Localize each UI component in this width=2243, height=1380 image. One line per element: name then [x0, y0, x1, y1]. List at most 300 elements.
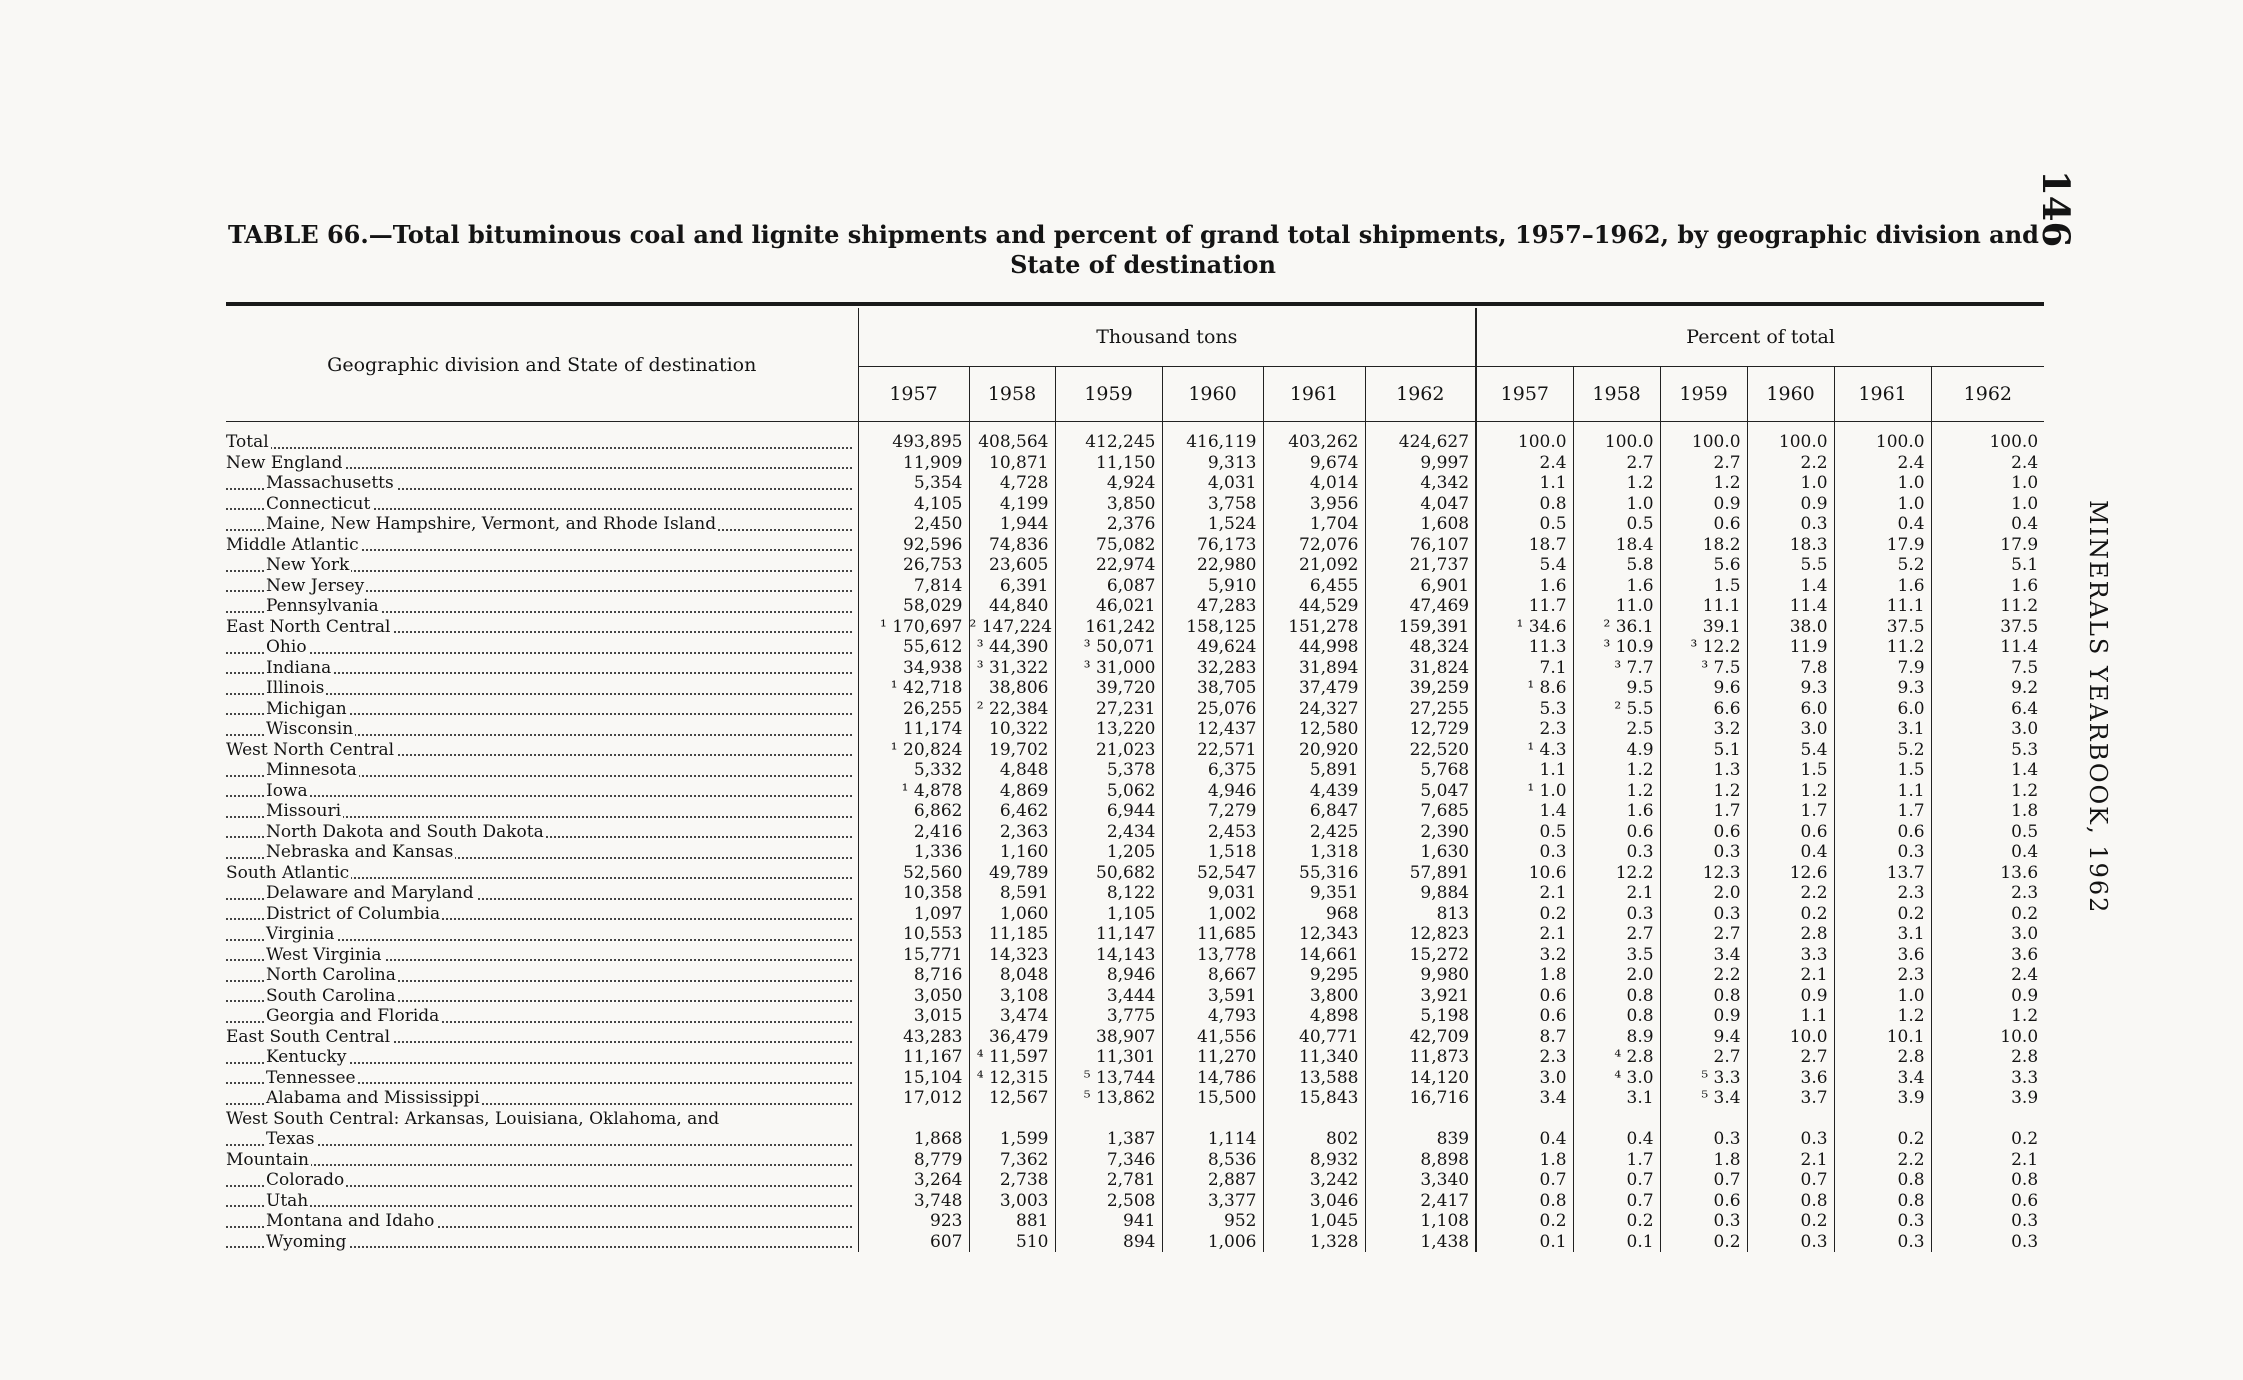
tons-cell-1962: 21,737 — [1365, 555, 1476, 576]
tons-cell-1960: 14,786 — [1162, 1068, 1263, 1089]
table-row — [226, 719, 2044, 740]
tons-cell-1960: 4,031 — [1162, 473, 1263, 494]
percent-cell-1958: 0.3 — [1573, 904, 1660, 925]
tons-cell-1957: 607 — [858, 1232, 969, 1253]
tons-cell-1957: 8,779 — [858, 1150, 969, 1171]
tons-cell-1961: 1,328 — [1263, 1232, 1365, 1253]
percent-cell-1958: 0.2 — [1573, 1211, 1660, 1232]
table-row — [226, 555, 2044, 576]
percent-cell-1962: 5.1 — [1931, 555, 2044, 576]
percent-cell-1961: 11.2 — [1834, 637, 1931, 658]
percent-cell-1960: 0.3 — [1747, 514, 1834, 535]
tons-cell-1958: 1,599 — [969, 1129, 1055, 1150]
table-row — [226, 699, 2044, 720]
tons-cell-1962: 2,417 — [1365, 1191, 1476, 1212]
year-header-pct-1957: 1957 — [1476, 367, 1573, 422]
percent-cell-1961: 0.4 — [1834, 514, 1931, 535]
percent-cell-1958: 0.7 — [1573, 1170, 1660, 1191]
row-label — [226, 514, 858, 535]
tons-cell-1958: 2,738 — [969, 1170, 1055, 1191]
percent-cell-1957: 1.8 — [1476, 965, 1573, 986]
year-header-pct-1959: 1959 — [1660, 367, 1747, 422]
percent-cell-1962: 0.8 — [1931, 1170, 2044, 1191]
percent-cell-1959: 9.6 — [1660, 678, 1747, 699]
year-header-tons-1958: 1958 — [969, 367, 1055, 422]
table-row — [226, 904, 2044, 925]
row-label-text: East South Central — [226, 1026, 391, 1047]
percent-cell-1958: 3.1 — [1573, 1088, 1660, 1109]
table-row — [226, 637, 2044, 658]
percent-cell-1958: ³ 7.7 — [1573, 658, 1660, 679]
row-label — [226, 1150, 858, 1171]
row-label — [226, 1047, 858, 1068]
tons-cell-1962: 2,390 — [1365, 822, 1476, 843]
percent-cell-1962: 2.4 — [1931, 453, 2044, 474]
row-label — [226, 658, 858, 679]
tons-cell-1957: 52,560 — [858, 863, 969, 884]
percent-cell-1961: 3.4 — [1834, 1068, 1931, 1089]
percent-cell-1961: 2.8 — [1834, 1047, 1931, 1068]
percent-cell-1957: 0.5 — [1476, 514, 1573, 535]
tons-cell-1957: 6,862 — [858, 801, 969, 822]
percent-cell-1959: 0.6 — [1660, 514, 1747, 535]
row-label-text: Montana and Idaho — [266, 1211, 435, 1231]
tons-cell-1957 — [858, 1109, 969, 1130]
tons-cell-1959: 941 — [1055, 1211, 1162, 1232]
percent-cell-1959: 5.6 — [1660, 555, 1747, 576]
tons-cell-1961: 8,932 — [1263, 1150, 1365, 1171]
percent-cell-1960: 1.0 — [1747, 473, 1834, 494]
tons-cell-1961: 3,800 — [1263, 986, 1365, 1007]
tons-cell-1961: 9,351 — [1263, 883, 1365, 904]
tons-cell-1959: 2,376 — [1055, 514, 1162, 535]
tons-cell-1959: 38,907 — [1055, 1027, 1162, 1048]
tons-cell-1958: 1,160 — [969, 842, 1055, 863]
tons-cell-1958: 19,702 — [969, 740, 1055, 761]
tons-cell-1962: 9,997 — [1365, 453, 1476, 474]
tons-cell-1961: 12,580 — [1263, 719, 1365, 740]
tons-cell-1960: 2,453 — [1162, 822, 1263, 843]
percent-cell-1957: 3.0 — [1476, 1068, 1573, 1089]
tons-cell-1959: ⁵ 13,862 — [1055, 1088, 1162, 1109]
tons-cell-1960: 4,946 — [1162, 781, 1263, 802]
tons-cell-1960: 9,031 — [1162, 883, 1263, 904]
tons-cell-1962: 1,608 — [1365, 514, 1476, 535]
row-label-text: Ohio — [266, 637, 307, 657]
percent-cell-1957: 0.1 — [1476, 1232, 1573, 1253]
row-label — [226, 1109, 858, 1130]
tons-cell-1961: 6,455 — [1263, 576, 1365, 597]
percent-cell-1962: 0.4 — [1931, 514, 2044, 535]
tons-cell-1958: 510 — [969, 1232, 1055, 1253]
tons-cell-1958: 12,567 — [969, 1088, 1055, 1109]
tons-cell-1959: 3,850 — [1055, 494, 1162, 515]
percent-cell-1962: 37.5 — [1931, 617, 2044, 638]
tons-cell-1960: 7,279 — [1162, 801, 1263, 822]
tons-cell-1958: ³ 31,322 — [969, 658, 1055, 679]
tons-cell-1960: 5,910 — [1162, 576, 1263, 597]
tons-cell-1962: 5,768 — [1365, 760, 1476, 781]
tons-cell-1961: 4,439 — [1263, 781, 1365, 802]
percent-cell-1960: 100.0 — [1747, 422, 1834, 453]
percent-cell-1961: 1.5 — [1834, 760, 1931, 781]
percent-cell-1959: 1.3 — [1660, 760, 1747, 781]
tons-cell-1959: 1,105 — [1055, 904, 1162, 925]
tons-cell-1958: 408,564 — [969, 422, 1055, 453]
tons-cell-1960: 22,571 — [1162, 740, 1263, 761]
tons-cell-1959: 6,087 — [1055, 576, 1162, 597]
percent-cell-1959: 1.2 — [1660, 473, 1747, 494]
tons-cell-1962: 11,873 — [1365, 1047, 1476, 1068]
tons-cell-1960: 11,270 — [1162, 1047, 1263, 1068]
percent-cell-1959: 0.2 — [1660, 1232, 1747, 1253]
table-body — [226, 422, 2044, 1253]
tons-cell-1958: 14,323 — [969, 945, 1055, 966]
percent-cell-1962 — [1931, 1109, 2044, 1130]
percent-cell-1957: 2.3 — [1476, 1047, 1573, 1068]
percent-cell-1958: 2.7 — [1573, 924, 1660, 945]
row-label — [226, 1170, 858, 1191]
tons-cell-1959: 8,122 — [1055, 883, 1162, 904]
percent-cell-1957: 3.2 — [1476, 945, 1573, 966]
percent-cell-1959: 5.1 — [1660, 740, 1747, 761]
tons-cell-1960: 15,500 — [1162, 1088, 1263, 1109]
row-label-text: Wyoming — [266, 1231, 347, 1252]
tons-cell-1961: 24,327 — [1263, 699, 1365, 720]
percent-cell-1958: 0.8 — [1573, 986, 1660, 1007]
row-label — [226, 842, 858, 863]
percent-cell-1959: 0.3 — [1660, 904, 1747, 925]
row-label-text: Illinois — [266, 678, 325, 698]
percent-cell-1960: 2.1 — [1747, 1150, 1834, 1171]
year-header-tons-1961: 1961 — [1263, 367, 1365, 422]
percent-cell-1960: 1.4 — [1747, 576, 1834, 597]
percent-cell-1957: 10.6 — [1476, 863, 1573, 884]
percent-cell-1962: 3.0 — [1931, 924, 2044, 945]
percent-cell-1959: 3.4 — [1660, 945, 1747, 966]
percent-cell-1958: 8.9 — [1573, 1027, 1660, 1048]
table-row — [226, 883, 2044, 904]
caption-line-2: State of destination — [1010, 250, 1276, 279]
table-row — [226, 1027, 2044, 1048]
row-label — [226, 801, 858, 822]
row-label — [226, 617, 858, 638]
row-label-text: Nebraska and Kansas — [266, 842, 454, 862]
tons-cell-1957: 26,753 — [858, 555, 969, 576]
tons-cell-1961: 37,479 — [1263, 678, 1365, 699]
percent-cell-1958 — [1573, 1109, 1660, 1130]
percent-cell-1959: 0.8 — [1660, 986, 1747, 1007]
percent-cell-1961: 0.8 — [1834, 1170, 1931, 1191]
percent-cell-1957: 2.3 — [1476, 719, 1573, 740]
tons-cell-1961: 31,894 — [1263, 658, 1365, 679]
tons-cell-1962: 14,120 — [1365, 1068, 1476, 1089]
percent-cell-1962: 2.1 — [1931, 1150, 2044, 1171]
percent-cell-1958: 2.5 — [1573, 719, 1660, 740]
percent-cell-1961: 11.1 — [1834, 596, 1931, 617]
percent-cell-1960: 2.8 — [1747, 924, 1834, 945]
table-row — [226, 422, 2044, 453]
percent-cell-1962: 13.6 — [1931, 863, 2044, 884]
tons-cell-1959: 11,147 — [1055, 924, 1162, 945]
percent-cell-1959: 0.7 — [1660, 1170, 1747, 1191]
tons-cell-1961: 15,843 — [1263, 1088, 1365, 1109]
percent-cell-1959: 2.0 — [1660, 883, 1747, 904]
tons-cell-1957: 11,909 — [858, 453, 969, 474]
percent-cell-1960: 0.4 — [1747, 842, 1834, 863]
percent-cell-1959: 0.3 — [1660, 1211, 1747, 1232]
row-label — [226, 740, 858, 761]
tons-cell-1957: 1,097 — [858, 904, 969, 925]
tons-cell-1961: 4,014 — [1263, 473, 1365, 494]
row-label-text: Texas — [266, 1129, 315, 1149]
percent-cell-1962: 0.4 — [1931, 842, 2044, 863]
tons-cell-1961: 13,588 — [1263, 1068, 1365, 1089]
tons-cell-1962: 4,342 — [1365, 473, 1476, 494]
percent-cell-1960: 1.5 — [1747, 760, 1834, 781]
percent-cell-1958: 1.6 — [1573, 576, 1660, 597]
percent-cell-1961: 0.3 — [1834, 1211, 1931, 1232]
percent-cell-1960: 11.9 — [1747, 637, 1834, 658]
tons-cell-1958: 44,840 — [969, 596, 1055, 617]
tons-cell-1962: 9,884 — [1365, 883, 1476, 904]
percent-cell-1962: 11.4 — [1931, 637, 2044, 658]
tons-cell-1958: ² 22,384 — [969, 699, 1055, 720]
tons-cell-1958 — [969, 1109, 1055, 1130]
percent-cell-1958: 11.0 — [1573, 596, 1660, 617]
percent-cell-1957: 0.2 — [1476, 1211, 1573, 1232]
percent-cell-1962: 1.6 — [1931, 576, 2044, 597]
tons-cell-1958: 3,003 — [969, 1191, 1055, 1212]
percent-cell-1962: 17.9 — [1931, 535, 2044, 556]
percent-cell-1957: 0.6 — [1476, 986, 1573, 1007]
percent-cell-1960: 5.4 — [1747, 740, 1834, 761]
tons-cell-1957: 55,612 — [858, 637, 969, 658]
percent-cell-1962: 5.3 — [1931, 740, 2044, 761]
percent-cell-1958: 1.7 — [1573, 1150, 1660, 1171]
percent-cell-1960: 9.3 — [1747, 678, 1834, 699]
tons-cell-1957: ¹ 20,824 — [858, 740, 969, 761]
tons-cell-1960: 3,758 — [1162, 494, 1263, 515]
row-label — [226, 986, 858, 1007]
tons-cell-1958: 2,363 — [969, 822, 1055, 843]
tons-cell-1959: 5,062 — [1055, 781, 1162, 802]
percent-cell-1961: 3.6 — [1834, 945, 1931, 966]
tons-cell-1959: ³ 31,000 — [1055, 658, 1162, 679]
tons-cell-1959: 1,205 — [1055, 842, 1162, 863]
tons-cell-1958: 10,322 — [969, 719, 1055, 740]
tons-cell-1959: 21,023 — [1055, 740, 1162, 761]
percent-cell-1962: 2.8 — [1931, 1047, 2044, 1068]
percent-cell-1957: 1.4 — [1476, 801, 1573, 822]
tons-cell-1961: 4,898 — [1263, 1006, 1365, 1027]
tons-cell-1962: 47,469 — [1365, 596, 1476, 617]
percent-cell-1957: 8.7 — [1476, 1027, 1573, 1048]
row-label — [226, 863, 858, 884]
percent-cell-1957: 1.1 — [1476, 760, 1573, 781]
percent-cell-1961: 100.0 — [1834, 422, 1931, 453]
row-label-text: Minnesota — [266, 760, 357, 780]
tons-cell-1962: 12,823 — [1365, 924, 1476, 945]
percent-cell-1960: 3.0 — [1747, 719, 1834, 740]
percent-cell-1961: 13.7 — [1834, 863, 1931, 884]
percent-cell-1960: 18.3 — [1747, 535, 1834, 556]
percent-cell-1958: 1.6 — [1573, 801, 1660, 822]
tons-cell-1957: 11,174 — [858, 719, 969, 740]
row-label-text: North Dakota and South Dakota — [266, 821, 544, 842]
percent-cell-1959: 2.7 — [1660, 1047, 1747, 1068]
row-label — [226, 1006, 858, 1027]
table-row — [226, 801, 2044, 822]
percent-cell-1961: 1.7 — [1834, 801, 1931, 822]
table-row — [226, 514, 2044, 535]
tons-cell-1960 — [1162, 1109, 1263, 1130]
percent-cell-1960: 0.3 — [1747, 1232, 1834, 1253]
tons-cell-1958: 49,789 — [969, 863, 1055, 884]
tons-cell-1958: 10,871 — [969, 453, 1055, 474]
tons-cell-1961: 3,956 — [1263, 494, 1365, 515]
percent-cell-1957: 3.4 — [1476, 1088, 1573, 1109]
percent-cell-1958: 1.2 — [1573, 760, 1660, 781]
percent-cell-1962: 0.2 — [1931, 1129, 2044, 1150]
tons-cell-1961: 21,092 — [1263, 555, 1365, 576]
table-row — [226, 1129, 2044, 1150]
tons-cell-1957: 1,336 — [858, 842, 969, 863]
percent-cell-1962: 0.9 — [1931, 986, 2044, 1007]
tons-cell-1959: 2,781 — [1055, 1170, 1162, 1191]
tons-cell-1959: 50,682 — [1055, 863, 1162, 884]
percent-cell-1958: 12.2 — [1573, 863, 1660, 884]
percent-cell-1957: 0.6 — [1476, 1006, 1573, 1027]
tons-cell-1962: 5,198 — [1365, 1006, 1476, 1027]
percent-cell-1962: 2.4 — [1931, 965, 2044, 986]
percent-cell-1962: 1.8 — [1931, 801, 2044, 822]
tons-cell-1962: 424,627 — [1365, 422, 1476, 453]
percent-cell-1960: 0.8 — [1747, 1191, 1834, 1212]
tons-cell-1961: 9,674 — [1263, 453, 1365, 474]
tons-cell-1961: 3,046 — [1263, 1191, 1365, 1212]
percent-cell-1961: 3.1 — [1834, 719, 1931, 740]
tons-cell-1962: 1,438 — [1365, 1232, 1476, 1253]
percent-cell-1961: 5.2 — [1834, 740, 1931, 761]
tons-cell-1957: 11,167 — [858, 1047, 969, 1068]
percent-cell-1957: 11.3 — [1476, 637, 1573, 658]
table-row — [226, 842, 2044, 863]
tons-cell-1959: 5,378 — [1055, 760, 1162, 781]
percent-cell-1961: 17.9 — [1834, 535, 1931, 556]
row-label-text: South Carolina — [266, 985, 396, 1006]
tons-cell-1962: 42,709 — [1365, 1027, 1476, 1048]
row-label — [226, 822, 858, 843]
percent-cell-1957: 0.8 — [1476, 494, 1573, 515]
row-label — [226, 760, 858, 781]
table-row — [226, 1191, 2044, 1212]
tons-cell-1957: 2,416 — [858, 822, 969, 843]
percent-cell-1960: 2.7 — [1747, 1047, 1834, 1068]
percent-cell-1960: 0.3 — [1747, 1129, 1834, 1150]
tons-cell-1957: ¹ 4,878 — [858, 781, 969, 802]
tons-cell-1962: 48,324 — [1365, 637, 1476, 658]
percent-cell-1959: 0.6 — [1660, 1191, 1747, 1212]
row-label — [226, 1068, 858, 1089]
tons-cell-1959: 3,444 — [1055, 986, 1162, 1007]
percent-cell-1961: 1.0 — [1834, 473, 1931, 494]
tons-cell-1958: 36,479 — [969, 1027, 1055, 1048]
tons-cell-1960: 52,547 — [1162, 863, 1263, 884]
tons-cell-1958: 11,185 — [969, 924, 1055, 945]
row-label — [226, 494, 858, 515]
percent-cell-1962: 3.6 — [1931, 945, 2044, 966]
percent-cell-1958: 5.8 — [1573, 555, 1660, 576]
tons-cell-1959: 46,021 — [1055, 596, 1162, 617]
percent-cell-1957: ¹ 8.6 — [1476, 678, 1573, 699]
percent-cell-1961: 6.0 — [1834, 699, 1931, 720]
row-label-text: Indiana — [266, 657, 332, 678]
table-row — [226, 658, 2044, 679]
year-header-pct-1961: 1961 — [1834, 367, 1931, 422]
percent-cell-1958: ² 36.1 — [1573, 617, 1660, 638]
table-row — [226, 781, 2044, 802]
tons-cell-1960: 32,283 — [1162, 658, 1263, 679]
percent-cell-1962: 3.3 — [1931, 1068, 2044, 1089]
tons-cell-1958: 1,060 — [969, 904, 1055, 925]
tons-cell-1958: 881 — [969, 1211, 1055, 1232]
percent-cell-1962: 9.2 — [1931, 678, 2044, 699]
tons-cell-1957: ¹ 170,697 — [858, 617, 969, 638]
table-row — [226, 617, 2044, 638]
tons-cell-1960: 1,114 — [1162, 1129, 1263, 1150]
percent-cell-1959: ³ 7.5 — [1660, 658, 1747, 679]
row-label — [226, 904, 858, 925]
row-label — [226, 699, 858, 720]
percent-cell-1960: 0.2 — [1747, 904, 1834, 925]
percent-cell-1960: 38.0 — [1747, 617, 1834, 638]
percent-cell-1958: 0.7 — [1573, 1191, 1660, 1212]
year-header-tons-1960: 1960 — [1162, 367, 1263, 422]
tons-cell-1958: 3,474 — [969, 1006, 1055, 1027]
tons-cell-1962: 16,716 — [1365, 1088, 1476, 1109]
tons-cell-1958: 38,806 — [969, 678, 1055, 699]
percent-cell-1960: 6.0 — [1747, 699, 1834, 720]
table-row — [226, 1170, 2044, 1191]
row-label-text: New Jersey — [266, 575, 365, 596]
percent-cell-1959: 6.6 — [1660, 699, 1747, 720]
tons-cell-1961: 1,704 — [1263, 514, 1365, 535]
tons-cell-1962: 76,107 — [1365, 535, 1476, 556]
group-header-thousand-tons: Thousand tons — [858, 308, 1476, 367]
percent-cell-1958: ⁴ 3.0 — [1573, 1068, 1660, 1089]
percent-cell-1958: 18.4 — [1573, 535, 1660, 556]
percent-cell-1960: 5.5 — [1747, 555, 1834, 576]
running-head: MINERALS YEARBOOK, 1962 — [2084, 500, 2112, 915]
percent-cell-1961: 1.0 — [1834, 494, 1931, 515]
tons-cell-1960: 952 — [1162, 1211, 1263, 1232]
tons-cell-1962: 12,729 — [1365, 719, 1476, 740]
row-label-text: South Atlantic — [226, 862, 350, 883]
tons-cell-1962: 839 — [1365, 1129, 1476, 1150]
percent-cell-1959: 1.7 — [1660, 801, 1747, 822]
table-row — [226, 740, 2044, 761]
table-row — [226, 473, 2044, 494]
row-label-text: West South Central: Arkansas, Louisiana, Oklahoma, and — [226, 1108, 720, 1129]
tons-cell-1961: 968 — [1263, 904, 1365, 925]
percent-cell-1957: 0.8 — [1476, 1191, 1573, 1212]
row-label-text: East North Central — [226, 616, 391, 637]
tons-cell-1958: 6,462 — [969, 801, 1055, 822]
percent-cell-1957: 100.0 — [1476, 422, 1573, 453]
percent-cell-1960: 0.2 — [1747, 1211, 1834, 1232]
percent-cell-1958: 0.1 — [1573, 1232, 1660, 1253]
